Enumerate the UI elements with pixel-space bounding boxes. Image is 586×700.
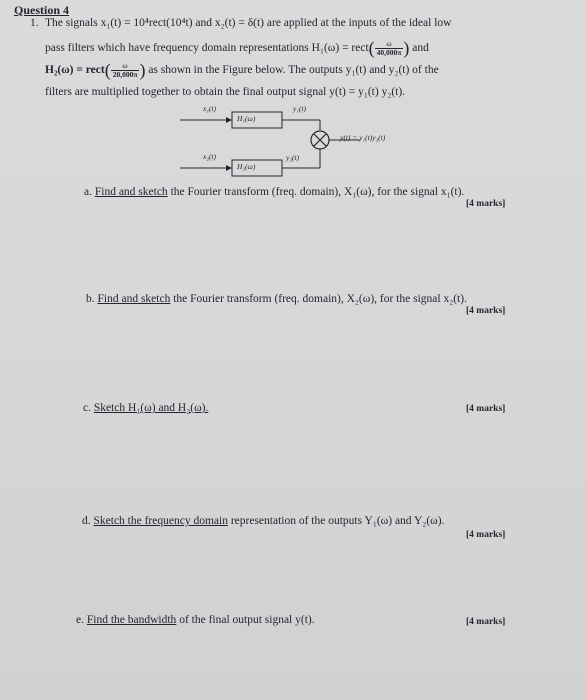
- fraction-1: [375, 40, 404, 57]
- part-e-letter: e.: [76, 614, 84, 626]
- y2-label: y₂(t): [286, 153, 300, 162]
- part-d-text: representation of the outputs Y₁(ω) and Y₂(ω).: [230, 515, 445, 527]
- part-d: [82, 515, 444, 527]
- fraction-2: [111, 62, 140, 79]
- part-e-marks: [4 marks]: [466, 617, 506, 627]
- x2-label: x₂(t): [203, 152, 217, 161]
- x2-arrow: [226, 165, 232, 171]
- part-e-text: of the final output signal y(t).: [179, 614, 315, 626]
- part-c: [83, 402, 208, 414]
- y1-label: y₁(t): [293, 104, 307, 113]
- part-e: [76, 614, 315, 626]
- part-d-instruction: Sketch the frequency domain: [93, 515, 228, 527]
- part-a-instruction: Find and sketch: [94, 186, 168, 198]
- question-line-4: filters are multiplied together to obtain the final output signal y(t) = y₁(t) y₂(t).: [45, 86, 406, 98]
- part-d-marks: [4 marks]: [466, 530, 506, 540]
- question-line-1: The signals x₁(t) = 10⁴rect(10⁴t) and x₂(t) = δ(t) are applied at the inputs of the ideal low: [45, 17, 452, 29]
- fraction-2-denominator: 20,000π: [112, 70, 138, 79]
- output-label: y(t) = y₁(t)y₂(t): [340, 133, 386, 142]
- question-number: 1.: [30, 17, 39, 29]
- h1-label: H₁(ω): [237, 114, 256, 123]
- part-c-letter: c.: [83, 402, 91, 414]
- line-2-prefix: pass filters which have frequency domain representations H₁(ω) = rect: [45, 42, 369, 55]
- part-c-marks: [4 marks]: [466, 404, 506, 414]
- h2-label: H₂(ω): [237, 162, 256, 171]
- part-a-text: the Fourier transform (freq. domain), X₁(ω), for the signal x₁(t).: [170, 186, 465, 198]
- part-b: [86, 293, 467, 305]
- question-title: Question 4: [14, 3, 70, 17]
- part-c-instruction: Sketch H₁(ω) and H₂(ω).: [93, 402, 209, 414]
- part-a-letter: a.: [84, 186, 92, 198]
- part-b-text: the Fourier transform (freq. domain), X₂(ω), for the signal x₂(t).: [173, 293, 467, 305]
- x1-arrow: [226, 117, 232, 123]
- part-d-letter: d.: [82, 515, 91, 527]
- fraction-1-numerator: ω: [375, 40, 404, 49]
- x1-label: x₁(t): [203, 104, 217, 113]
- part-e-instruction: Find the bandwidth: [86, 614, 177, 626]
- question-line-2: pass filters which have frequency domain representations H₁(ω) = rect( $\frac{\omega}{40,000\pi}$ ) and: [45, 38, 429, 58]
- fraction-2-numerator: ω: [111, 62, 140, 71]
- question-line-3: H₂(ω) = rect( $\frac{\omega}{20,000\pi}$ ) as shown in the Figure below. The outputs y₁(t) and y₂(t) of the: [45, 60, 439, 80]
- part-b-marks: [4 marks]: [466, 306, 506, 316]
- line-2-suffix: and: [412, 42, 429, 55]
- line-3-prefix: H₂(ω) = rect: [45, 64, 105, 77]
- line-3-suffix: as shown in the Figure below. The outputs y₁(t) and y₂(t) of the: [148, 64, 439, 77]
- part-a-marks: [4 marks]: [466, 199, 506, 209]
- part-a: [84, 186, 464, 198]
- fraction-1-denominator: 40,000π: [376, 48, 402, 57]
- part-b-instruction: Find and sketch: [97, 293, 171, 305]
- part-b-letter: b.: [86, 293, 95, 305]
